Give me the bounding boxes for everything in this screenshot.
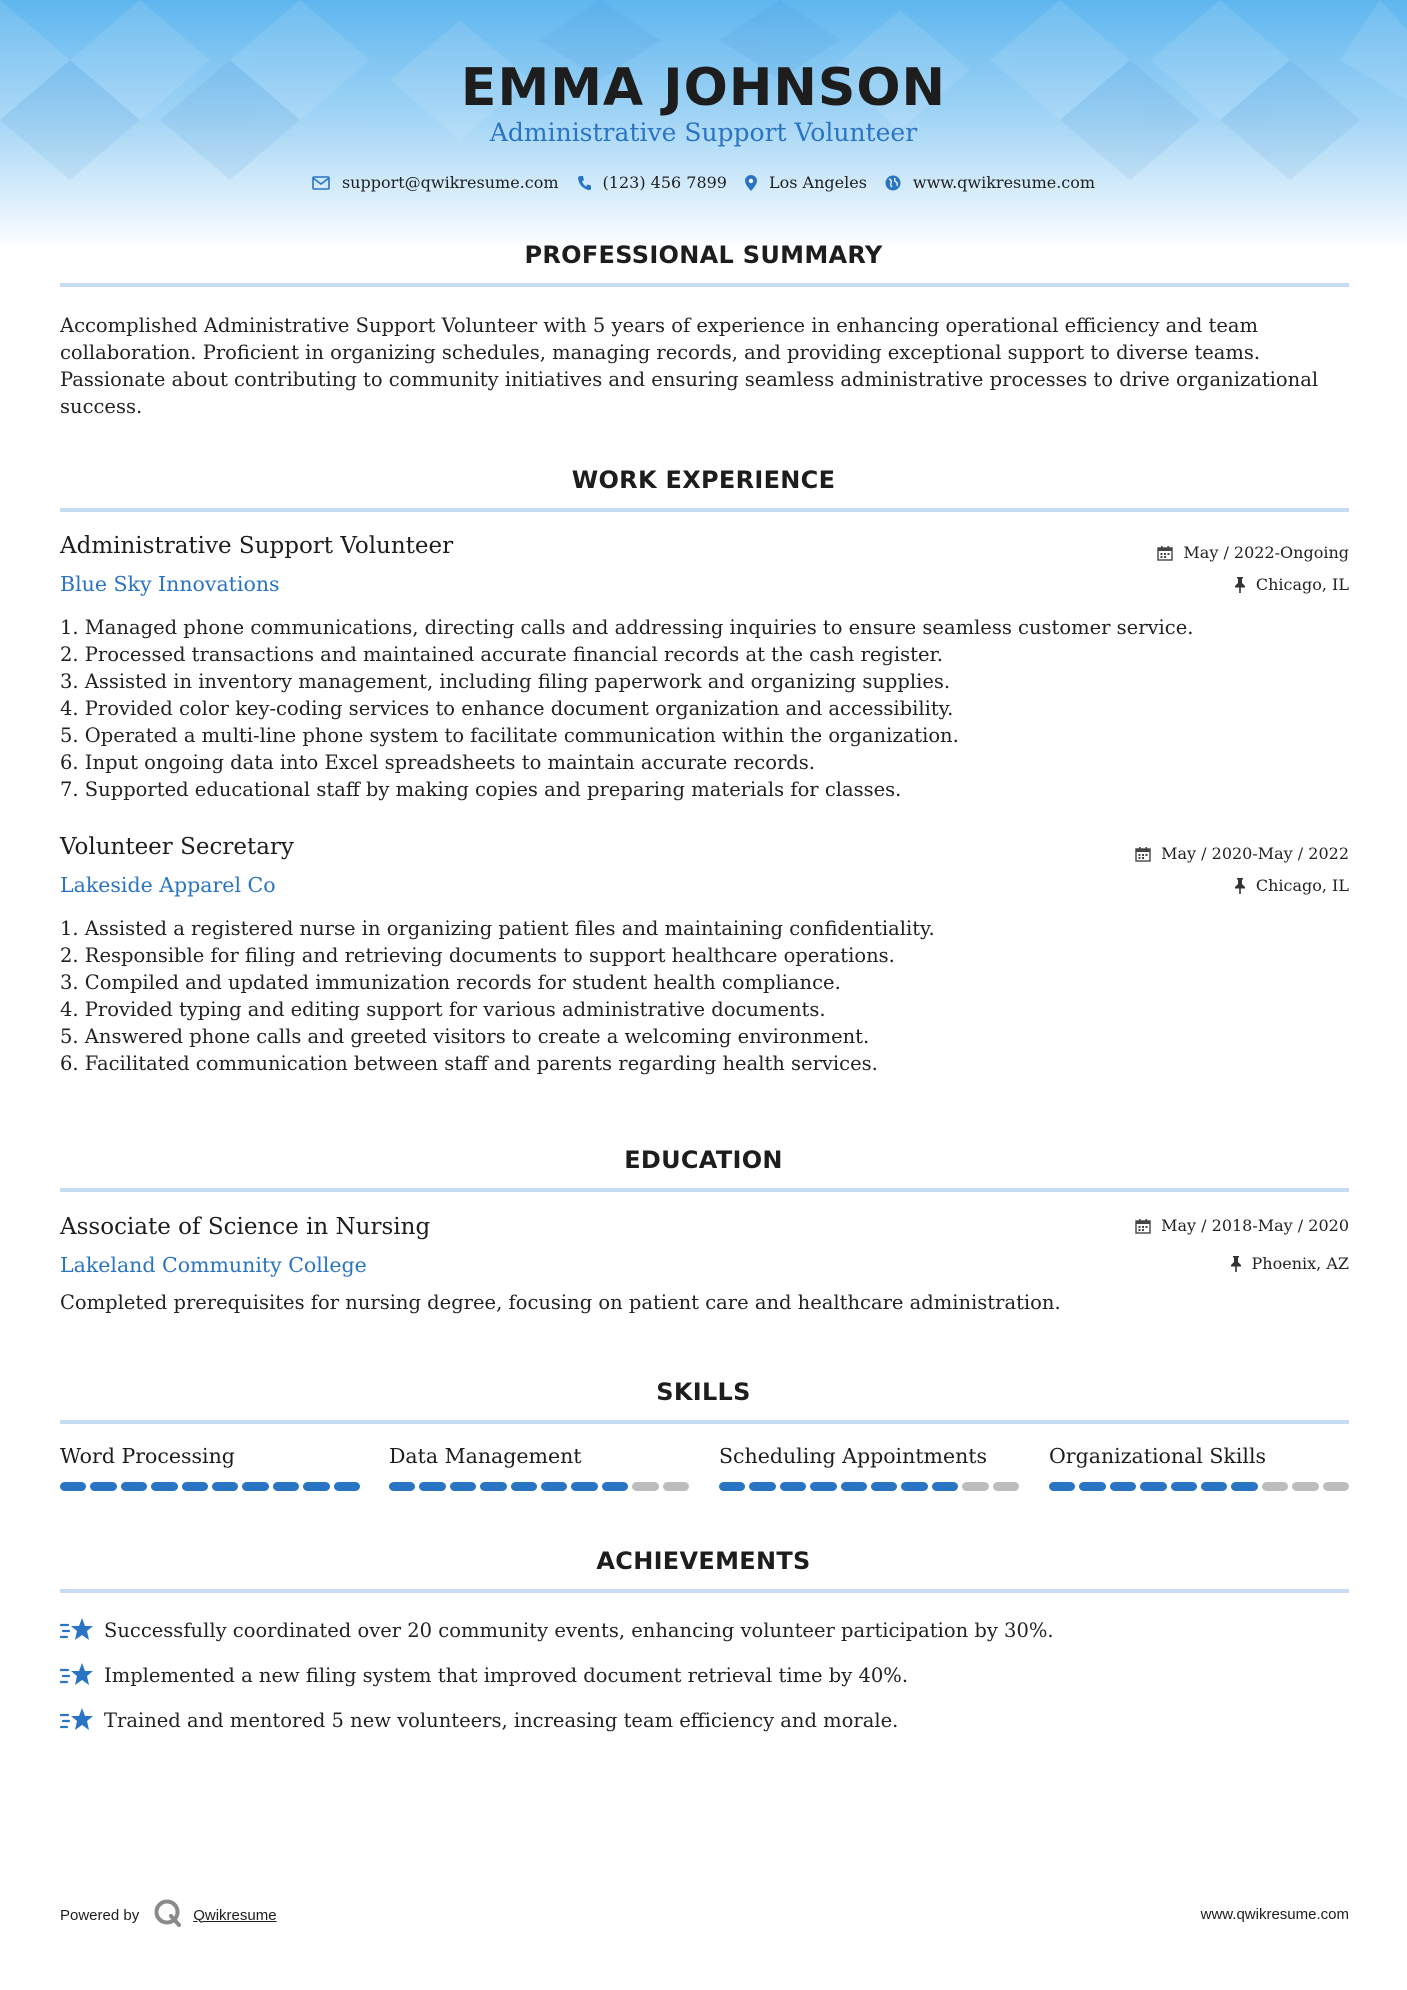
job-duties-list [60,915,1349,1077]
contact-email[interactable] [312,173,559,192]
list-item: 7. Supported educational staff by making copies and preparing materials for classes. [60,778,902,801]
list-item: 1. Managed phone communications, directing calls and addressing inquiries to ensure seamless customer service. [60,616,1194,639]
skill-segment-filled [389,1482,415,1491]
education-location [1230,1254,1349,1273]
skills-divider [60,1420,1349,1424]
contact-location [745,173,867,192]
skill-segment-filled [932,1482,958,1491]
achievements-divider [60,1589,1349,1593]
skill-item [1049,1444,1349,1468]
star-icon [60,1616,94,1644]
achievement-item [60,1616,1054,1644]
map-pin-icon [745,175,757,191]
job-dates-text: May / 2022-Ongoing [1183,543,1349,562]
skill-segment-filled [511,1482,537,1491]
job-location [1234,575,1349,594]
skills-grid [60,1444,1349,1494]
skill-segment-filled [419,1482,445,1491]
education-dates [1135,1216,1349,1235]
skill-segment-filled [1231,1482,1257,1491]
skill-segment-filled [303,1482,329,1491]
skill-segment-filled [242,1482,268,1491]
degree-title: Associate of Science in Nursing [60,1214,431,1240]
achievement-item [60,1706,898,1734]
skill-segment-empty [1292,1482,1318,1491]
education-divider [60,1188,1349,1192]
list-item: 2. Processed transactions and maintained accurate financial records at the cash register. [60,643,943,666]
summary-text: Accomplished Administrative Support Volunteer with 5 years of experience in enhancing operational efficiency and team collaboration. Proficient in organizing schedules, managing records, and providing exceptional support to diverse teams. Passionate about contributing to community initiatives and ensuring seamless administrative processes to drive organizational success. [60,314,1319,418]
skill-segment-filled [571,1482,597,1491]
list-item: 4. Provided typing and editing support for various administrative documents. [60,998,826,1021]
skill-segment-filled [334,1482,360,1491]
job-title: Administrative Support Volunteer [60,533,454,559]
skill-segment-filled [602,1482,628,1491]
education-description: Completed prerequisites for nursing degree, focusing on patient care and healthcare administration. [60,1291,1061,1314]
job-title: Volunteer Secretary [60,834,294,860]
pushpin-icon [1230,1256,1242,1272]
education-dates-text: May / 2018-May / 2020 [1161,1216,1349,1235]
skill-name: Scheduling Appointments [719,1444,988,1468]
skill-segment-filled [480,1482,506,1491]
skill-segment-filled [182,1482,208,1491]
skill-segment-filled [450,1482,476,1491]
skill-segment-filled [541,1482,567,1491]
skill-segment-empty [663,1482,689,1491]
qwikresume-logo-icon [153,1898,183,1932]
contact-website-text: www.qwikresume.com [912,173,1096,192]
skill-segment-filled [90,1482,116,1491]
contact-phone[interactable] [577,173,727,192]
job-location-text: Chicago, IL [1255,575,1349,594]
summary-divider [60,283,1349,287]
footer-powered-by [60,1898,277,1932]
skill-name: Organizational Skills [1049,1444,1267,1468]
skill-level-bar [719,1482,1019,1491]
calendar-icon [1135,1218,1151,1234]
list-item: 3. Compiled and updated immunization records for student health compliance. [60,971,841,994]
list-item: 2. Responsible for filing and retrieving documents to support healthcare operations. [60,944,895,967]
skill-segment-filled [749,1482,775,1491]
list-item: 6. Input ongoing data into Excel spreadsheets to maintain accurate records. [60,751,815,774]
company-name: Blue Sky Innovations [60,572,280,596]
skill-segment-filled [273,1482,299,1491]
envelope-icon [312,176,330,190]
list-item: 1. Assisted a registered nurse in organizing patient files and maintaining confidentiality. [60,917,935,940]
phone-icon [577,175,591,191]
list-item: 3. Assisted in inventory management, including filing paperwork and organizing supplies. [60,670,951,693]
contact-phone-text: (123) 456 7899 [602,173,727,192]
contact-bar [0,173,1407,192]
pushpin-icon [1234,577,1246,593]
contact-website[interactable] [885,173,1095,192]
achievement-text: Implemented a new filing system that improved document retrieval time by 40%. [104,1663,909,1687]
summary-heading: PROFESSIONAL SUMMARY [524,241,883,269]
list-item: 5. Operated a multi-line phone system to facilitate communication within the organization. [60,724,959,747]
job-location-text: Chicago, IL [1255,876,1349,895]
job-location [1234,876,1349,895]
achievement-text: Successfully coordinated over 20 community events, enhancing volunteer participation by 30%. [104,1618,1054,1642]
job-dates [1135,844,1349,863]
experience-divider [60,508,1349,512]
skill-segment-filled [901,1482,927,1491]
candidate-name: EMMA JOHNSON [460,58,947,118]
experience-heading: WORK EXPERIENCE [571,466,836,494]
skill-segment-filled [151,1482,177,1491]
skill-segment-filled [60,1482,86,1491]
skill-segment-filled [1110,1482,1136,1491]
job-dates [1157,543,1349,562]
list-item: 4. Provided color key-coding services to enhance document organization and accessibility. [60,697,954,720]
skill-level-bar [60,1482,360,1491]
star-icon [60,1706,94,1734]
education-heading: EDUCATION [624,1146,783,1174]
skill-name: Word Processing [60,1444,235,1468]
skill-segment-empty [993,1482,1019,1491]
school-name: Lakeland Community College [60,1253,367,1277]
skill-level-bar [389,1482,689,1491]
skill-segment-filled [1201,1482,1227,1491]
skill-segment-filled [810,1482,836,1491]
powered-by-label: Powered by [60,1906,140,1924]
calendar-icon [1157,545,1173,561]
skill-item [60,1444,360,1468]
skills-heading: SKILLS [656,1378,751,1406]
contact-location-text: Los Angeles [768,173,867,192]
pushpin-icon [1234,878,1246,894]
skill-segment-filled [719,1482,745,1491]
skill-segment-filled [780,1482,806,1491]
skill-segment-filled [871,1482,897,1491]
skill-segment-filled [212,1482,238,1491]
job-dates-text: May / 2020-May / 2022 [1161,844,1349,863]
skill-segment-filled [1049,1482,1075,1491]
candidate-role: Administrative Support Volunteer [489,118,918,147]
education-location-text: Phoenix, AZ [1251,1254,1349,1273]
footer-website[interactable]: www.qwikresume.com [1200,1906,1349,1923]
list-item: 6. Facilitated communication between staff and parents regarding health services. [60,1052,878,1075]
contact-email-text: support@qwikresume.com [341,173,559,192]
qwikresume-link[interactable]: Qwikresume [193,1906,277,1924]
skill-segment-empty [632,1482,658,1491]
skill-segment-filled [121,1482,147,1491]
achievement-item [60,1661,908,1689]
skill-segment-empty [1323,1482,1349,1491]
list-item: 5. Answered phone calls and greeted visitors to create a welcoming environment. [60,1025,870,1048]
globe-icon [885,175,901,191]
job-duties-list [60,614,1349,803]
skill-level-bar [1049,1482,1349,1491]
skill-item [389,1444,689,1468]
skill-segment-filled [841,1482,867,1491]
skill-segment-empty [1262,1482,1288,1491]
skill-segment-empty [962,1482,988,1491]
skill-segment-filled [1079,1482,1105,1491]
skill-item [719,1444,1019,1468]
calendar-icon [1135,846,1151,862]
company-name: Lakeside Apparel Co [60,873,276,897]
star-icon [60,1661,94,1689]
achievement-text: Trained and mentored 5 new volunteers, increasing team efficiency and morale. [104,1708,899,1732]
skill-segment-filled [1171,1482,1197,1491]
skill-segment-filled [1140,1482,1166,1491]
achievements-heading: ACHIEVEMENTS [596,1547,811,1575]
skill-name: Data Management [389,1444,582,1468]
